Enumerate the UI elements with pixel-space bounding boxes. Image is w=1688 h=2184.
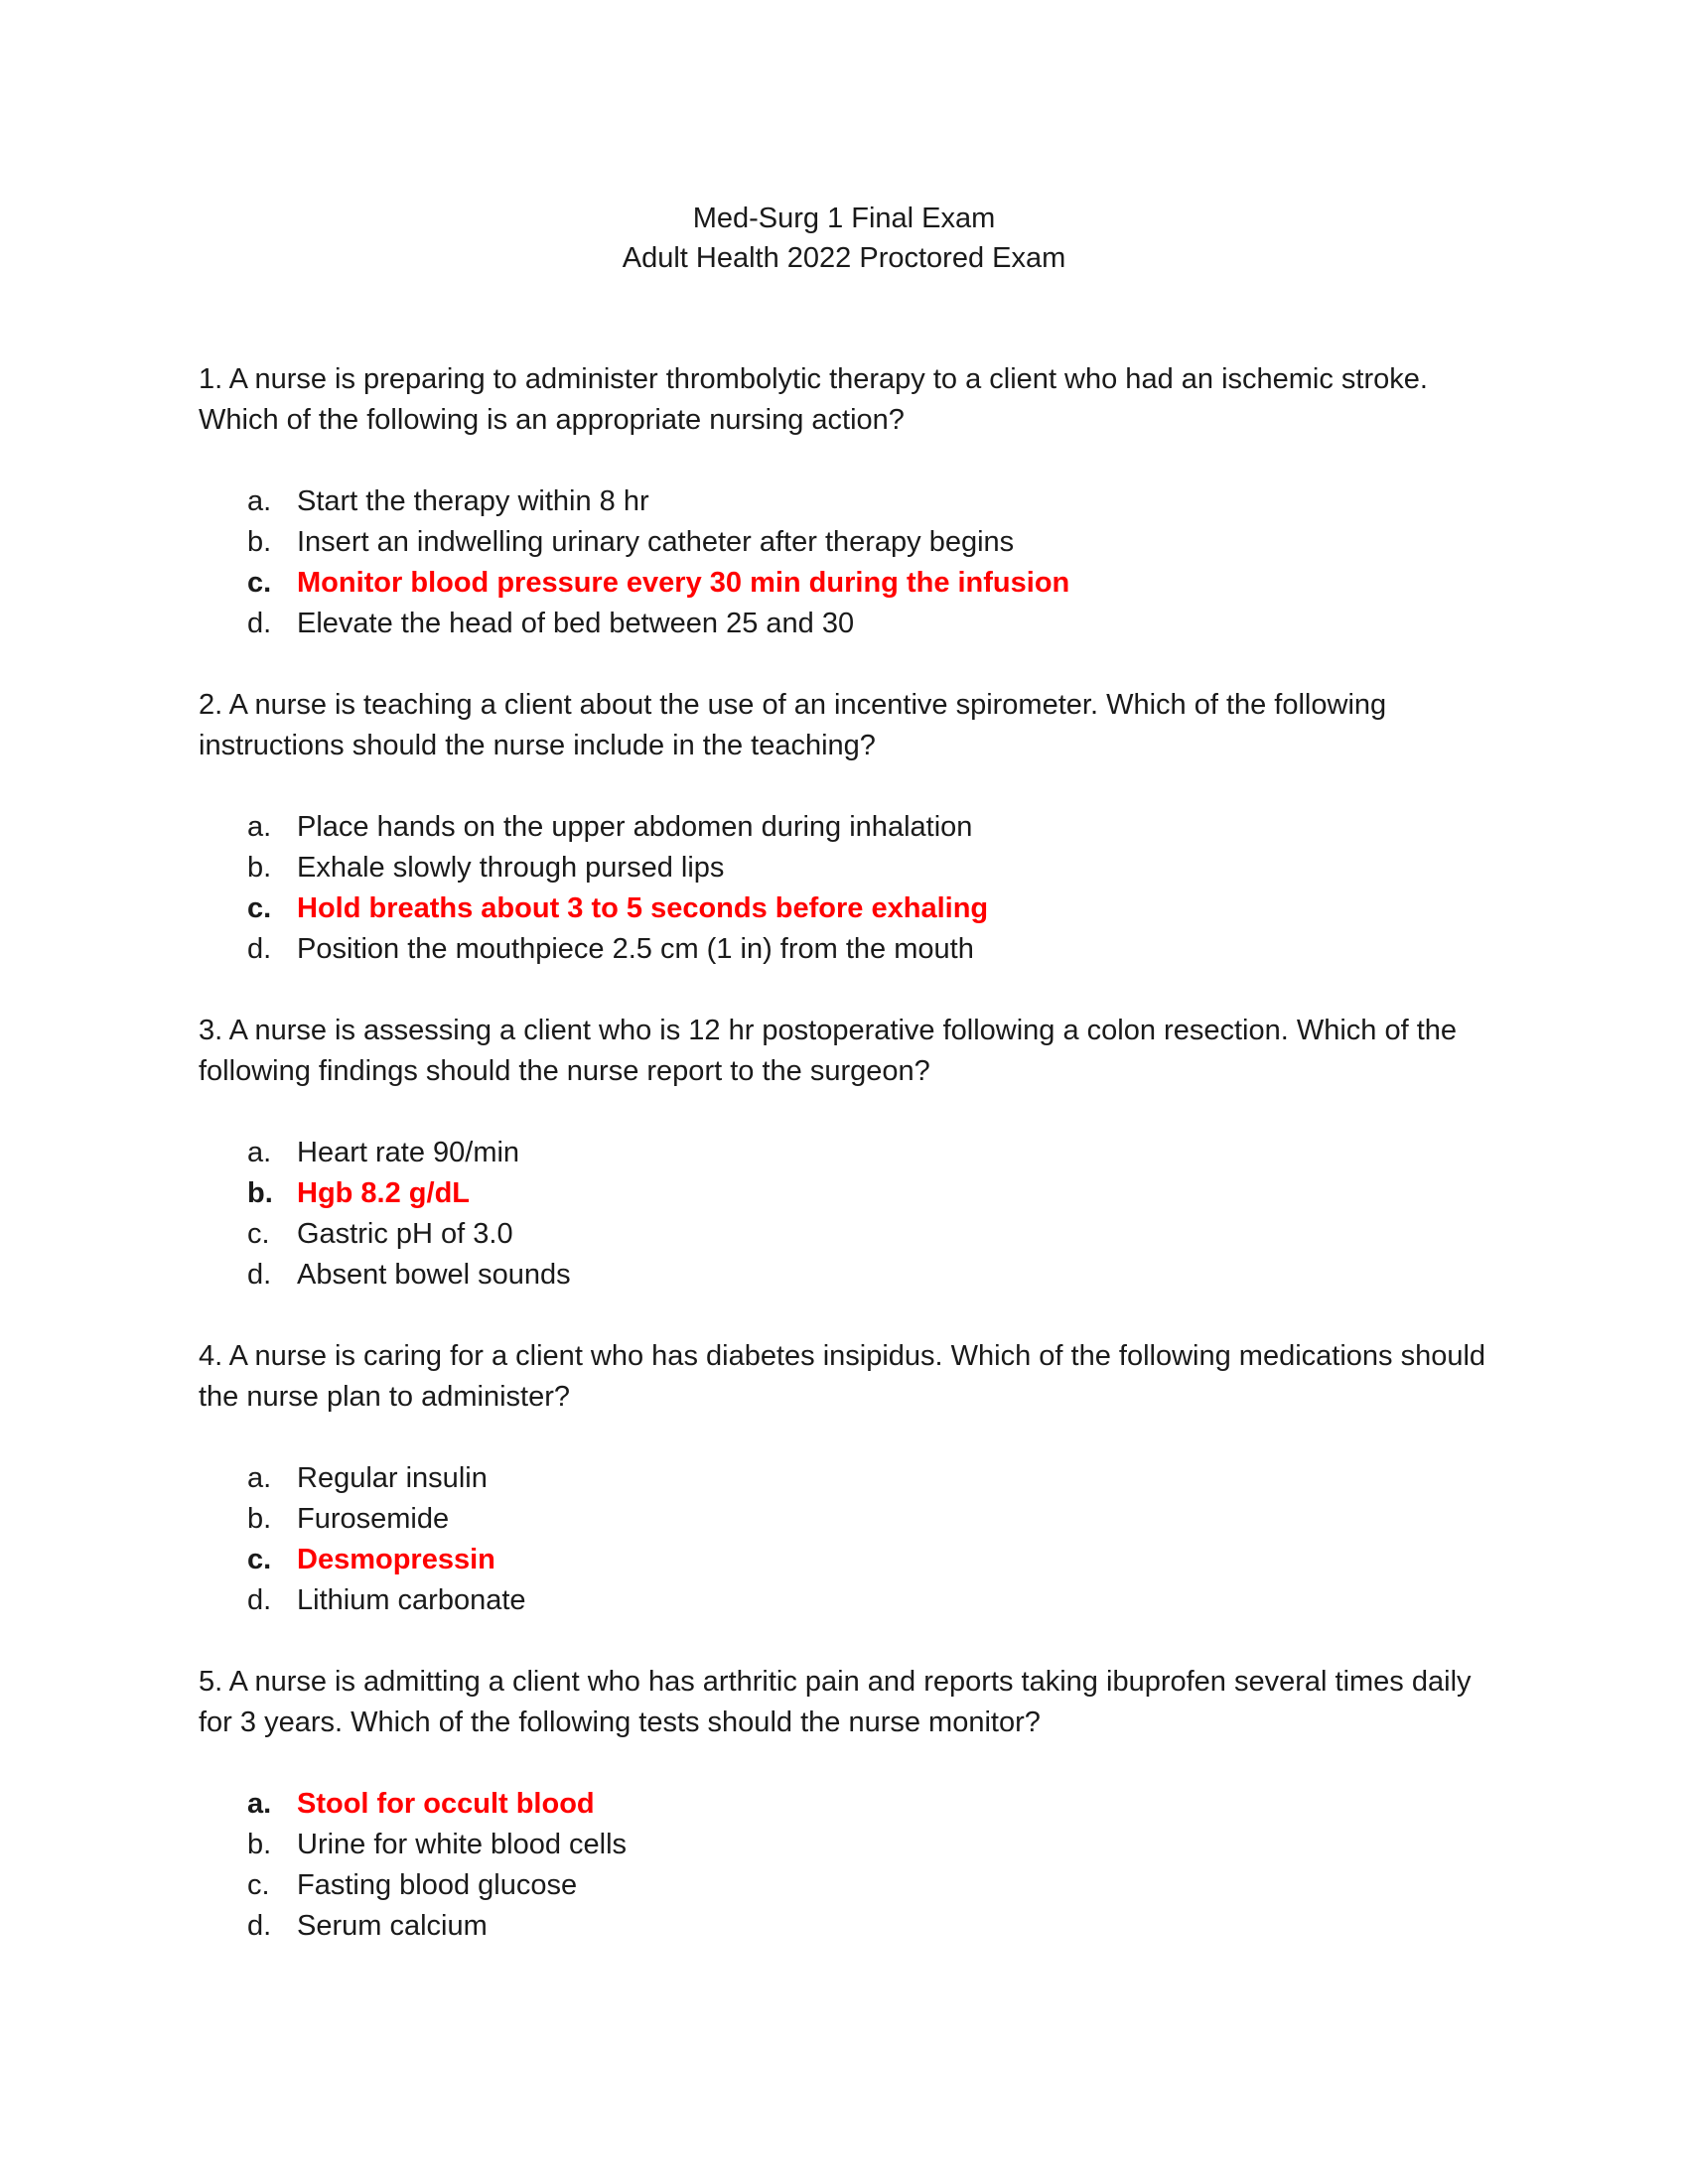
option-b [199,1499,1489,1540]
option-text: Position the mouthpiece 2.5 cm (1 in) from the mouth [297,933,974,965]
option-a [199,807,1489,848]
option-text: Hold breaths about 3 to 5 seconds before exhaling [297,892,989,924]
option-c [199,1865,1489,1906]
option-d [199,929,1489,970]
option-letter: a. [247,1137,272,1168]
answer-options [199,807,1489,970]
option-text: Heart rate 90/min [297,1137,520,1168]
option-b [199,522,1489,563]
option-c-correct [199,563,1489,604]
option-d [199,1906,1489,1947]
answer-options [199,1458,1489,1621]
option-c [199,1214,1489,1255]
option-letter: b. [247,852,272,884]
option-text: Serum calcium [297,1910,488,1942]
option-a [199,1133,1489,1173]
option-letter: d. [247,1584,272,1616]
question-5 [199,1662,1489,1947]
option-text: Hgb 8.2 g/dL [297,1177,470,1209]
option-text: Start the therapy within 8 hr [297,485,649,517]
option-letter: b. [247,1503,272,1535]
question-stem: 2. A nurse is teaching a client about the use of an incentive spirometer. Which of the following instructions should the nurse include in the teaching? [199,689,1387,761]
option-d [199,1255,1489,1296]
option-d [199,1580,1489,1621]
answer-options [199,1784,1489,1947]
exam-title: Med-Surg 1 Final Exam [692,203,996,234]
option-a-correct [199,1784,1489,1825]
option-letter: b. [247,1177,273,1209]
option-text: Lithium carbonate [297,1584,526,1616]
option-letter: c. [247,567,272,599]
answer-options [199,1133,1489,1296]
option-text: Place hands on the upper abdomen during inhalation [297,811,973,843]
option-text: Elevate the head of bed between 25 and 30 [297,608,855,639]
option-letter: d. [247,933,272,965]
option-b [199,1825,1489,1865]
option-b-correct [199,1173,1489,1214]
option-text: Exhale slowly through pursed lips [297,852,725,884]
option-letter: a. [247,1788,272,1820]
option-a [199,481,1489,522]
option-text: Insert an indwelling urinary catheter after therapy begins [297,526,1015,558]
option-letter: d. [247,608,272,639]
answer-options [199,481,1489,644]
question-2 [199,685,1489,970]
exam-subtitle: Adult Health 2022 Proctored Exam [622,242,1066,274]
option-letter: d. [247,1910,272,1942]
option-letter: c. [247,892,272,924]
option-letter: b. [247,1829,272,1860]
option-letter: c. [247,1869,270,1901]
option-letter: b. [247,526,272,558]
option-text: Regular insulin [297,1462,488,1494]
option-b [199,848,1489,888]
option-text: Desmopressin [297,1544,495,1575]
question-1 [199,359,1489,644]
question-stem: 1. A nurse is preparing to administer thrombolytic therapy to a client who had an ischemic stroke. Which of the following is an appropriate nursing action? [199,363,1428,436]
option-a [199,1458,1489,1499]
option-text: Urine for white blood cells [297,1829,628,1860]
option-letter: a. [247,1462,272,1494]
option-letter: c. [247,1544,272,1575]
option-letter: c. [247,1218,270,1250]
question-stem: 3. A nurse is assessing a client who is 12 hr postoperative following a colon resection. Which of the following findings should the nurse report to the surgeon? [199,1015,1458,1087]
question-3 [199,1011,1489,1296]
option-text: Absent bowel sounds [297,1259,571,1291]
question-list [199,359,1489,1987]
option-text: Stool for occult blood [297,1788,595,1820]
option-d [199,604,1489,644]
option-c-correct [199,888,1489,929]
question-stem: 4. A nurse is caring for a client who has diabetes insipidus. Which of the following medications should the nurse plan to administer? [199,1340,1486,1413]
exam-header [0,199,1688,278]
question-4 [199,1336,1489,1621]
option-letter: a. [247,811,272,843]
question-stem: 5. A nurse is admitting a client who has arthritic pain and reports taking ibuprofen several times daily for 3 years. Which of the following tests should the nurse monitor? [199,1666,1472,1738]
option-text: Furosemide [297,1503,450,1535]
option-text: Monitor blood pressure every 30 min during the infusion [297,567,1070,599]
option-letter: a. [247,485,272,517]
option-letter: d. [247,1259,272,1291]
option-text: Gastric pH of 3.0 [297,1218,513,1250]
option-text: Fasting blood glucose [297,1869,578,1901]
option-c-correct [199,1540,1489,1580]
